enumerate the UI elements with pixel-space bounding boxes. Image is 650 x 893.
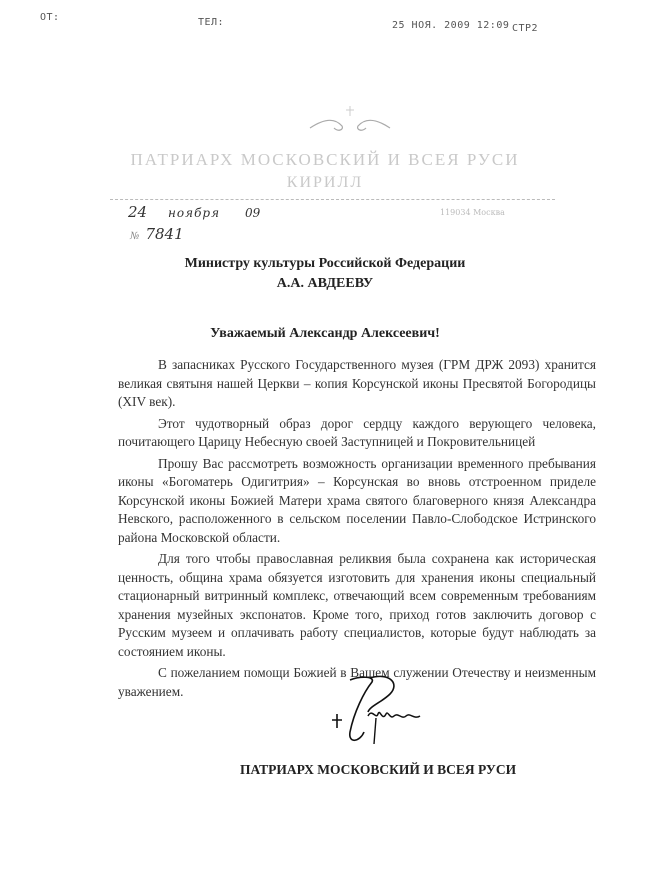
- fax-tel-label: ТЕЛ:: [198, 17, 225, 28]
- letterhead-title: ПАТРИАРХ МОСКОВСКИЙ И ВСЕЯ РУСИ: [130, 150, 520, 169]
- addressee-name: А.А. АВДЕЕВУ: [276, 276, 374, 291]
- paragraph: В запасниках Русского Государственного музея (ГРМ ДРЖ 2093) хранится великая святыня нашей Церкви – копия Корсунской иконы Пресвятой Богородицы (XIV век).: [118, 357, 596, 409]
- registration-number-prefix: №: [130, 231, 140, 242]
- letterhead-ornament-icon: [300, 100, 400, 140]
- fax-from-label: ОТ:: [40, 12, 60, 23]
- handwritten-signature-icon: [320, 672, 430, 752]
- paragraph: Этот чудотворный образ дорог сердцу каждого верующего человека, почитающего Царицу Небесную своей Заступницей и Покровительницей: [118, 415, 596, 449]
- letterhead-address: 119034 Москва: [440, 208, 505, 217]
- addressee-position: Министру культуры Российской Федерации: [184, 256, 466, 271]
- registration-number-value: 7841: [145, 225, 184, 243]
- letterhead-rule: [110, 199, 555, 200]
- registration-number: [130, 225, 184, 243]
- fax-page-number: СТР2: [512, 23, 539, 34]
- greeting: Уважаемый Александр Алексеевич!: [210, 326, 440, 341]
- paragraph: Для того чтобы православная реликвия была сохранена как историческая ценность, община храма обязуется изготовить для хранения иконы специальный стационарный витринный комплекс, отвечающий всем современным требованиям хранения музейных экспонатов. Кроме того, приход готов заключить договор с Русским музеем и оплачивать работу специалистов, которые будут наблюдать за состоянием иконы.: [118, 551, 596, 659]
- paragraph: Прошу Вас рассмотреть возможность организации временного пребывания иконы «Богоматерь Одигитрия» – Корсунская во вновь отстроенном приделе Корсунской иконы Божией Матери храма святого благоверного князя Александра Невского, расположенного в сельском поселении Павло-Слободское Истринского района Московской области.: [118, 455, 596, 545]
- fax-datetime: 25 НОЯ. 2009 12:09: [392, 20, 510, 31]
- letter-body: [118, 356, 596, 704]
- signatory-title: ПАТРИАРХ МОСКОВСКИЙ И ВСЕЯ РУСИ: [240, 762, 517, 777]
- registration-year: 09: [245, 206, 261, 220]
- registration-day: 24: [128, 203, 148, 221]
- registration-month: ноября: [168, 206, 221, 220]
- paragraph: С пожеланием помощи Божией в Вашем служении Отечеству и неизменным уважением.: [118, 665, 596, 699]
- letterhead-name: КИРИЛЛ: [286, 174, 364, 191]
